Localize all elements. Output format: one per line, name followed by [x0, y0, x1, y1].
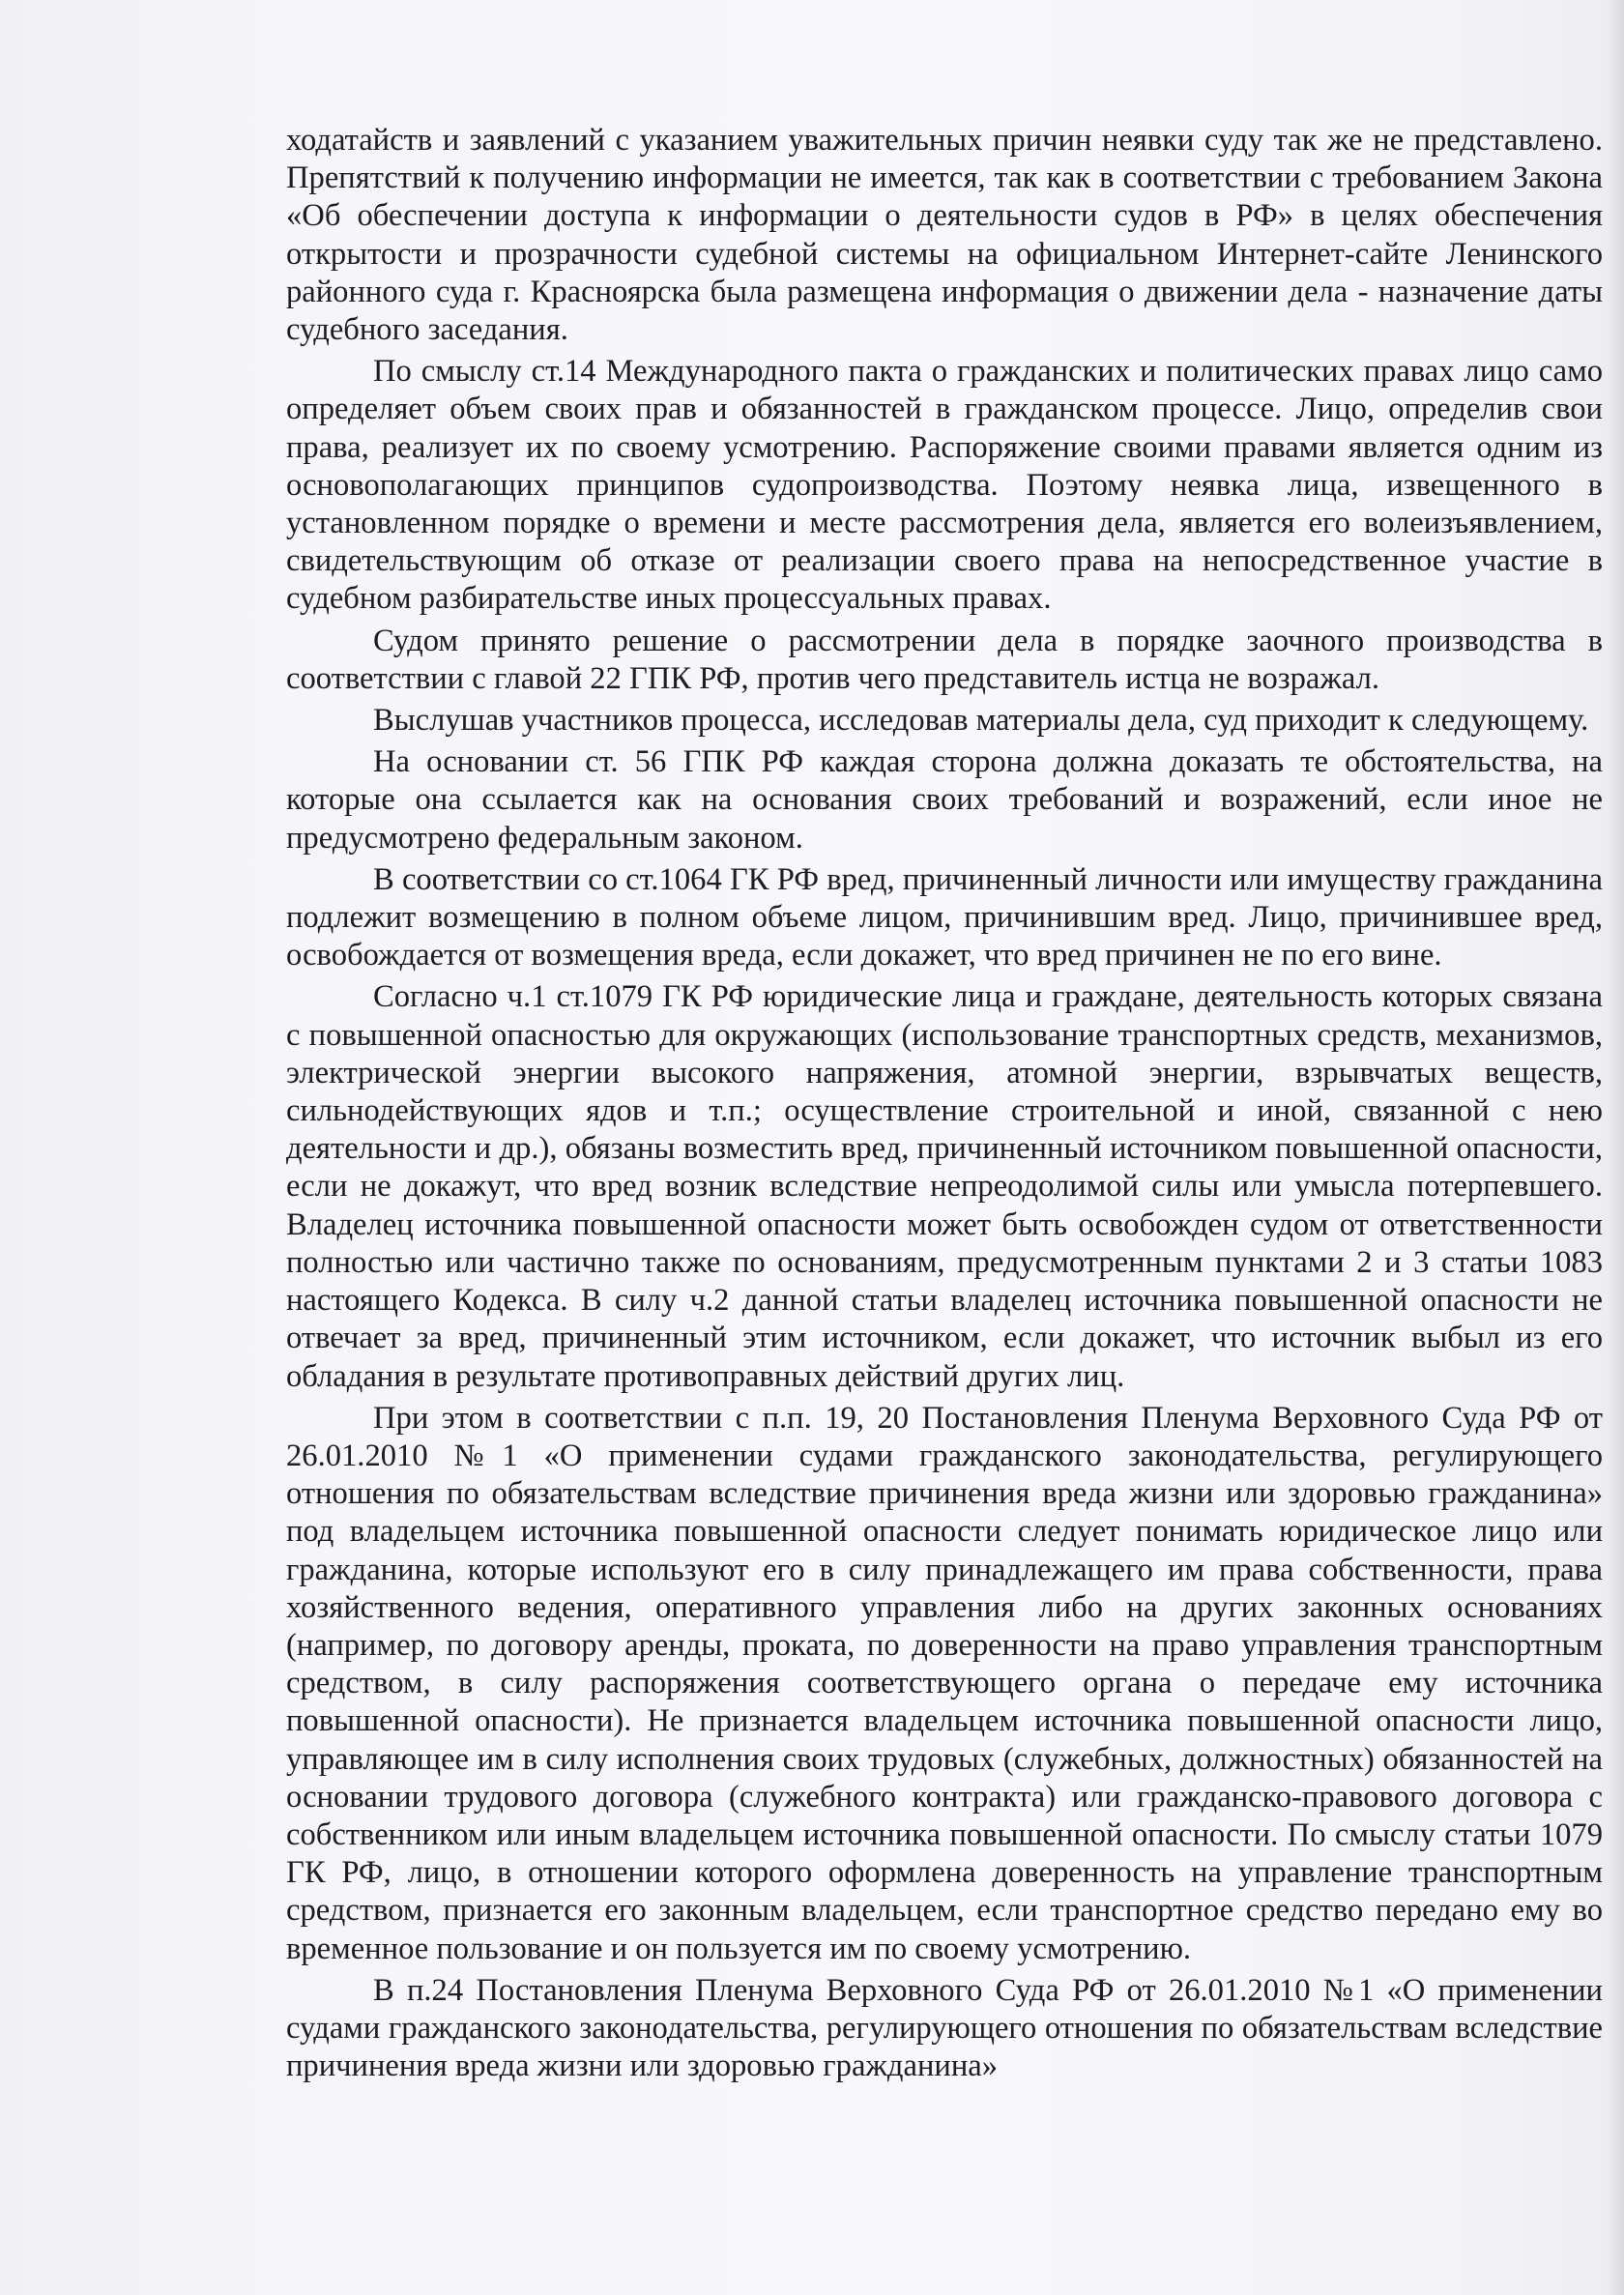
paragraph-6: В соответствии со ст.1064 ГК РФ вред, причиненный личности или имуществу гражданина подлежит возмещению в полном объеме лицом, причинившим вред. Лицо, причинившее вред, освобождается от возмещения вреда, если докажет, что вред причинен не по его вине. — [286, 861, 1603, 973]
paragraph-7: Согласно ч.1 ст.1079 ГК РФ юридические лица и граждане, деятельность которых связана с повышенной опасностью для окружающих (использование транспортных средств, механизмов, электрической энергии высокого напряжения, атомной энергии, взрывчатых веществ, сильнодействующих ядов и т.п.; осуществление строительной и иной, связанной с нею деятельности и др.), обязаны возместить вред, причиненный источником повышенной опасности, если не докажут, что вред возник вследствие непреодолимой силы или умысла потерпевшего. Владелец источника повышенной опасности может быть освобожден судом от ответственности полностью или частично также по основаниям, предусмотренным пунктами 2 и 3 статьи 1083 настоящего Кодекса. В силу ч.2 данной статьи владелец источника повышенной опасности не отвечает за вред, причиненный этим источником, если докажет, что источник выбыл из его обладания в результате противоправных действий других лиц. — [286, 979, 1603, 1394]
paragraph-1: ходатайств и заявлений с указанием уважительных причин неявки суду так же не представлено. Препятствий к получению информации не имеется, так как в соответствии с требованием Закона «Об обеспечении доступа к информации о деятельности судов в РФ» в целях обеспечения открытости и прозрачности судебной системы на официальном Интернет-сайте Ленинского районного суда г. Красноярска была размещена информация о движении дела - назначение даты судебного заседания. — [286, 123, 1603, 348]
paragraph-8: При этом в соответствии с п.п. 19, 20 Постановления Пленума Верховного Суда РФ от 26.01.2010 №1 «О применении судами гражданского законодательства, регулирующего отношения по обязательствам вследствие причинения вреда жизни или здоровью гражданина» под владельцем источника повышенной опасности следует понимать юридическое лицо или гражданина, которые используют его в силу принадлежащего им права собственности, права хозяйственного ведения, оперативного управления либо на других законных основаниях (например, по договору аренды, проката, по доверенности на право управления транспортным средством, в силу распоряжения соответствующего органа о передаче ему источника повышенной опасности). Не признается владельцем источника повышенной опасности лицо, управляющее им в силу исполнения своих трудовых (служебных, должностных) обязанностей на основании трудового договора (служебного контракта) или гражданско-правового договора с собственником или иным владельцем источника повышенной опасности. По смыслу статьи 1079 ГК РФ, лицо, в отношении которого оформлена доверенность на управление транспортным средством, признается его законным владельцем, если транспортное средство передано ему во временное пользование и он пользуется им по своему усмотрению. — [286, 1400, 1603, 1966]
paragraph-5: На основании ст. 56 ГПК РФ каждая сторона должна доказать те обстоятельства, на которые она ссылается как на основания своих требований и возражений, если иное не предусмотрено федеральным законом. — [286, 744, 1603, 856]
paragraph-4: Выслушав участников процесса, исследовав материалы дела, суд приходит к следующему. — [373, 703, 1589, 739]
paragraph-9: В п.24 Постановления Пленума Верховного Суда РФ от 26.01.2010 №1 «О применении судами гражданского законодательства, регулирующего отношения по обязательствам вследствие причинения вреда жизни или здоровью гражданина» — [286, 1972, 1603, 2084]
document-body — [286, 122, 1603, 2089]
paragraph-3: Судом принято решение о рассмотрении дела в порядке заочного производства в соответствии с главой 22 ГПК РФ, против чего представитель истца не возражал. — [286, 623, 1603, 696]
paragraph-2: По смыслу ст.14 Международного пакта о гражданских и политических правах лицо само определяет объем своих прав и обязанностей в гражданском процессе. Лицо, определив свои права, реализует их по своему усмотрению. Распоряжение своими правами является одним из основополагающих принципов судопроизводства. Поэтому неявка лица, извещенного в установленном порядке о времени и месте рассмотрения дела, является его волеизъявлением, свидетельствующим об отказе от реализации своего права на непосредственное участие в судебном разбирательстве иных процессуальных правах. — [286, 354, 1603, 617]
